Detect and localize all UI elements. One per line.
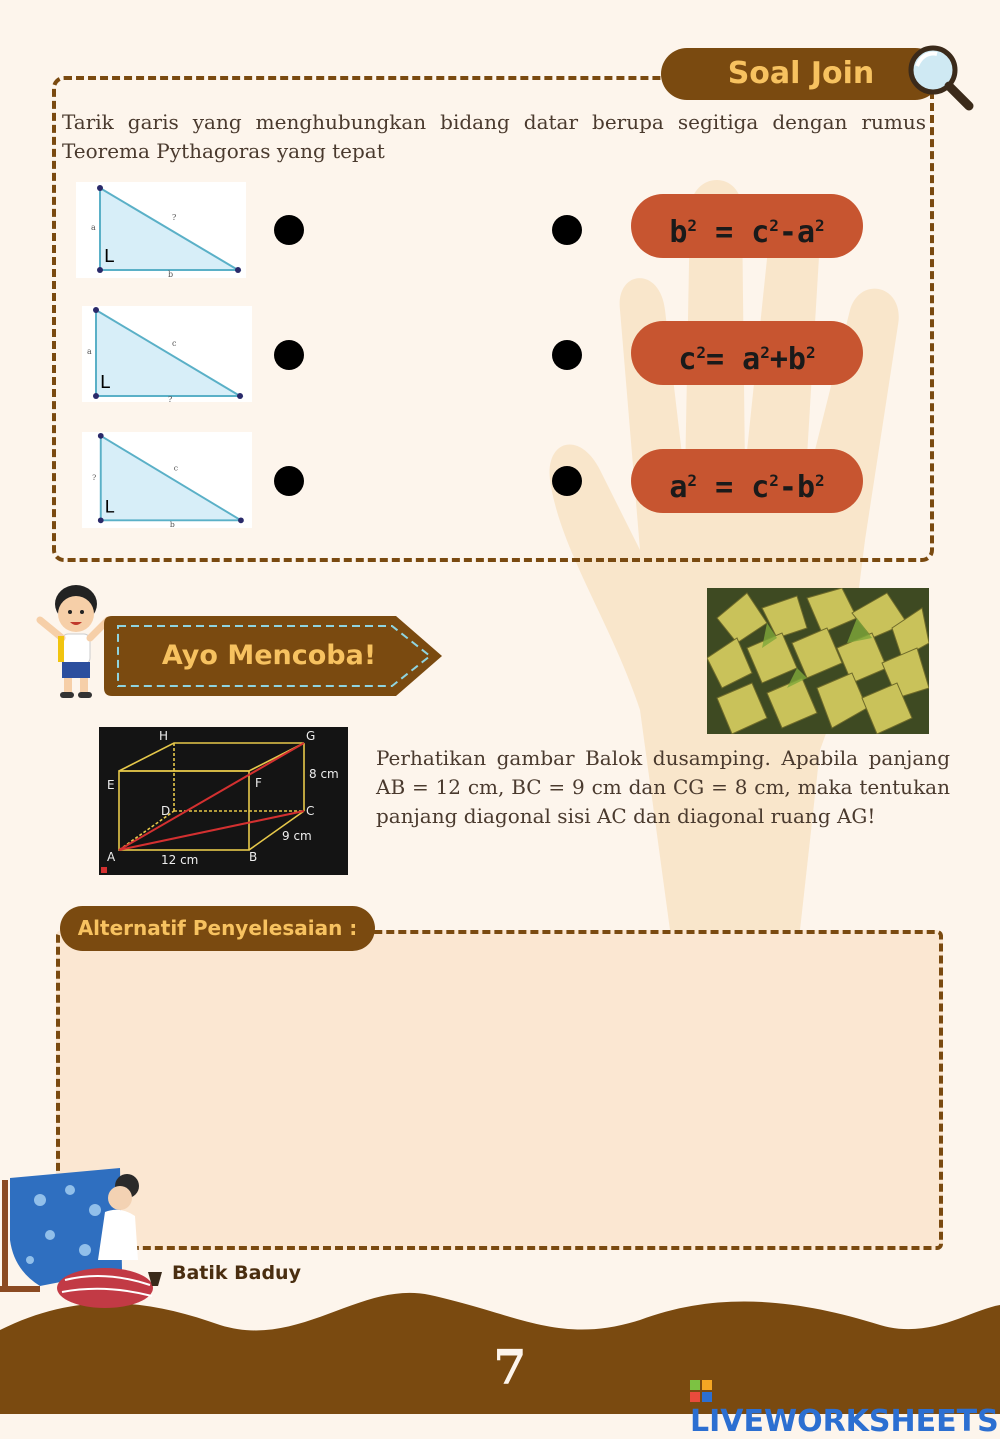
side-label: ? [172, 213, 177, 222]
triangle-image-3 [82, 432, 252, 528]
soal-join-title: Soal Join [661, 48, 941, 100]
ketupat-photo [707, 588, 929, 734]
dimension-label: 12 cm [161, 853, 199, 867]
right-angle-mark: L [104, 246, 115, 267]
ayo-mencoba-title: Ayo Mencoba! [161, 640, 377, 671]
side-label: ? [92, 473, 97, 482]
batik-baduy-label: Batik Baduy [172, 1262, 301, 1284]
vertex-label: E [107, 778, 115, 792]
vertex-label: G [306, 729, 316, 743]
balok-diagram [99, 727, 348, 875]
formula-pill-1: $b^2 = c^2-a^2$ [631, 194, 863, 258]
right-angle-mark: L [104, 497, 115, 518]
dimension-label: 9 cm [282, 829, 312, 843]
batik-artist-illustration [0, 1160, 170, 1316]
right-angle-mark: L [100, 372, 111, 393]
triangle-image-2 [82, 306, 252, 402]
join-dot-right-3[interactable] [552, 466, 582, 496]
triangle-image-1 [76, 182, 246, 278]
liveworksheets-logo [690, 1374, 1000, 1439]
join-dot-left-2[interactable] [274, 340, 304, 370]
vertex-label: H [159, 729, 169, 743]
side-label: c [172, 339, 177, 348]
join-dot-left-3[interactable] [274, 466, 304, 496]
vertex-label: B [249, 850, 258, 864]
page-number: 7 [493, 1340, 527, 1396]
instruction-text: Tarik garis yang menghubungkan bidang datar berupa segitiga dengan rumus Teorema Pythagoras yang tepat [62, 110, 926, 163]
answer-area[interactable] [56, 930, 943, 1250]
boy-illustration [32, 582, 112, 700]
vertex-label: D [161, 804, 171, 818]
side-label: b [169, 520, 175, 528]
formula-pill-2: $c^2= a^2+b^2$ [631, 321, 863, 385]
problem-text: Perhatikan gambar Balok dusamping. Apabila panjang AB = 12 cm, BC = 9 cm dan CG = 8 cm, maka tentukan panjang diagonal sisi AC dan diagonal ruang AG! [376, 746, 950, 828]
liveworksheets-icon [690, 1380, 712, 1402]
dimension-label: 8 cm [309, 767, 339, 781]
vertex-label: F [255, 776, 262, 790]
side-label: a [91, 223, 96, 232]
join-dot-right-2[interactable] [552, 340, 582, 370]
formula-pill-3: $a^2 = c^2-b^2$ [631, 449, 863, 513]
join-dot-right-1[interactable] [552, 215, 582, 245]
magnifier-icon [905, 42, 975, 114]
join-dot-left-1[interactable] [274, 215, 304, 245]
alternatif-title: Alternatif Penyelesaian : [60, 906, 375, 951]
vertex-label: A [107, 850, 116, 864]
side-label: c [173, 463, 179, 473]
vertex-label: C [306, 804, 315, 818]
side-label: ? [168, 395, 173, 402]
side-label: a [87, 347, 92, 356]
liveworksheets-text: LIVEWORKSHEETS [690, 1404, 999, 1439]
side-label: b [168, 270, 174, 278]
